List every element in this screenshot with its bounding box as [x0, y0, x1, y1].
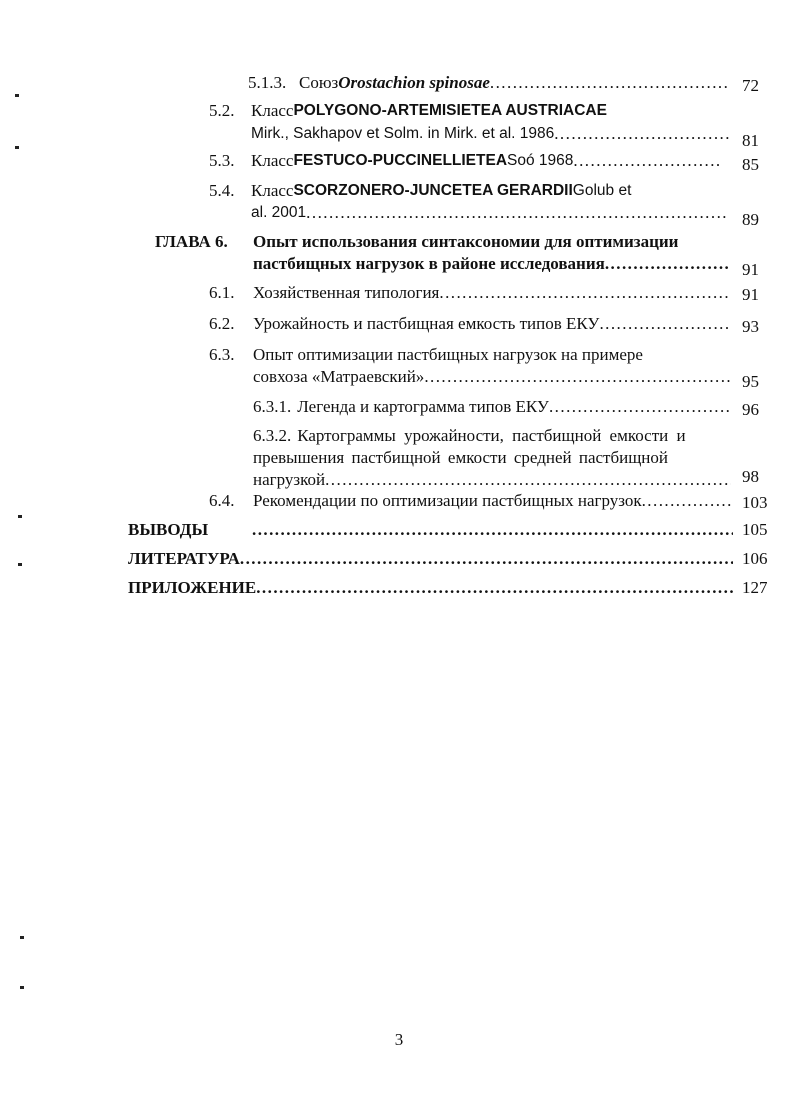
dot-leader	[490, 72, 729, 94]
entry-title-line2	[253, 253, 731, 275]
entry-number: 5.1.3.	[248, 73, 287, 92]
scan-mark	[18, 515, 22, 518]
entry-prefix: Класс	[251, 151, 294, 170]
dot-leader	[325, 469, 731, 491]
entry-text: ВЫВОДЫ	[128, 520, 209, 539]
entry-text: ПРИЛОЖЕНИЕ	[128, 578, 257, 597]
entry-prefix: Союз	[299, 73, 339, 92]
entry-title	[253, 490, 731, 512]
dot-leader	[424, 366, 731, 388]
entry-name: Orostachion spinosae	[338, 73, 490, 92]
scan-mark	[20, 936, 24, 939]
entry-page: 103	[742, 493, 768, 512]
entry-number: 6.3.2.	[253, 426, 292, 445]
dot-leader	[549, 396, 731, 418]
entry-text: совхоза «Матраевский»	[253, 367, 425, 386]
entry-number: 5.3.	[209, 151, 235, 170]
dot-leader	[642, 490, 731, 512]
entry-number: 6.1.	[209, 283, 235, 302]
entry-authors: Golub et	[572, 182, 632, 199]
scan-mark	[18, 563, 22, 566]
entry-title	[251, 100, 731, 122]
page-number: 3	[394, 1030, 404, 1049]
entry-page: 98	[742, 467, 759, 486]
entry-text: Рекомендации по оптимизации пастбищных нагрузок	[253, 491, 642, 510]
entry-text: Картограммы урожайности, пастбищной емкости и	[297, 426, 686, 445]
entry-title	[128, 519, 733, 541]
entry-page: 127	[742, 578, 768, 597]
entry-title-line2	[251, 123, 729, 145]
entry-title	[253, 425, 733, 447]
scan-mark	[15, 146, 19, 149]
entry-text-line3: нагрузкой	[253, 470, 326, 489]
entry-page: 93	[742, 317, 759, 336]
entry-title	[128, 577, 733, 599]
entry-title-line3	[253, 469, 731, 491]
entry-text: ЛИТЕРАТУРА	[128, 549, 240, 568]
entry-title: Опыт оптимизации пастбищных нагрузок на примере	[253, 345, 643, 364]
dot-leader	[573, 150, 719, 172]
entry-prefix: Класс	[251, 181, 294, 200]
entry-name: SCORZONERO-JUNCETEA GERARDII	[293, 182, 573, 199]
entry-page: 91	[742, 260, 759, 279]
entry-page: 89	[742, 210, 759, 229]
dot-leader	[306, 202, 729, 224]
dot-leader	[439, 282, 731, 304]
entry-page: 96	[742, 400, 759, 419]
entry-text: пастбищных нагрузок в районе исследования	[253, 254, 605, 273]
entry-page: 91	[742, 285, 759, 304]
entry-number: 6.3.	[209, 345, 235, 364]
dot-leader	[240, 548, 733, 570]
entry-prefix: Класс	[251, 101, 294, 120]
entry-number: 6.2.	[209, 314, 235, 333]
entry-title-line2	[253, 366, 731, 388]
entry-title: Опыт использования синтаксономии для оптимизации	[253, 232, 679, 251]
entry-text: Легенда и картограмма типов ЕКУ	[297, 397, 549, 416]
entry-page: 95	[742, 372, 759, 391]
entry-number: ГЛАВА 6.	[155, 232, 228, 251]
entry-authors: Mirk., Sakhapov et Solm. in Mirk. et al. 1986	[251, 125, 555, 142]
entry-title-line2	[251, 202, 729, 224]
entry-text: Урожайность и пастбищная емкость типов ЕКУ	[253, 314, 600, 333]
entry-text: Хозяйственная типология	[253, 283, 440, 302]
entry-number: 6.4.	[209, 491, 235, 510]
entry-title	[251, 180, 731, 202]
dot-leader	[554, 123, 729, 145]
dot-leader	[256, 577, 733, 599]
entry-page: 81	[742, 131, 759, 150]
entry-name: POLYGONO-ARTEMISIETEA AUSTRIACAE	[293, 102, 607, 119]
entry-title	[253, 313, 731, 335]
entry-title	[253, 396, 731, 418]
entry-title	[253, 282, 731, 304]
entry-title	[299, 72, 729, 94]
scan-mark	[15, 94, 19, 97]
entry-number: 5.2.	[209, 101, 235, 120]
entry-title	[251, 150, 719, 172]
dot-leader	[599, 313, 731, 335]
entry-title-line2: превышения пастбищной емкости средней пастбищной	[253, 448, 668, 467]
entry-page: 72	[742, 76, 759, 95]
dot-leader	[252, 519, 733, 541]
entry-authors-line2: al. 2001	[251, 204, 307, 221]
entry-name: FESTUCO-PUCCINELLIETEA	[293, 152, 508, 169]
entry-title	[128, 548, 733, 570]
dot-leader	[605, 253, 731, 275]
entry-page: 85	[742, 155, 759, 174]
entry-number: 6.3.1.	[253, 397, 292, 416]
entry-number: 5.4.	[209, 181, 235, 200]
entry-page: 105	[742, 520, 768, 539]
entry-page: 106	[742, 549, 768, 568]
entry-authors: Soó 1968	[507, 152, 574, 169]
scan-mark	[20, 986, 24, 989]
